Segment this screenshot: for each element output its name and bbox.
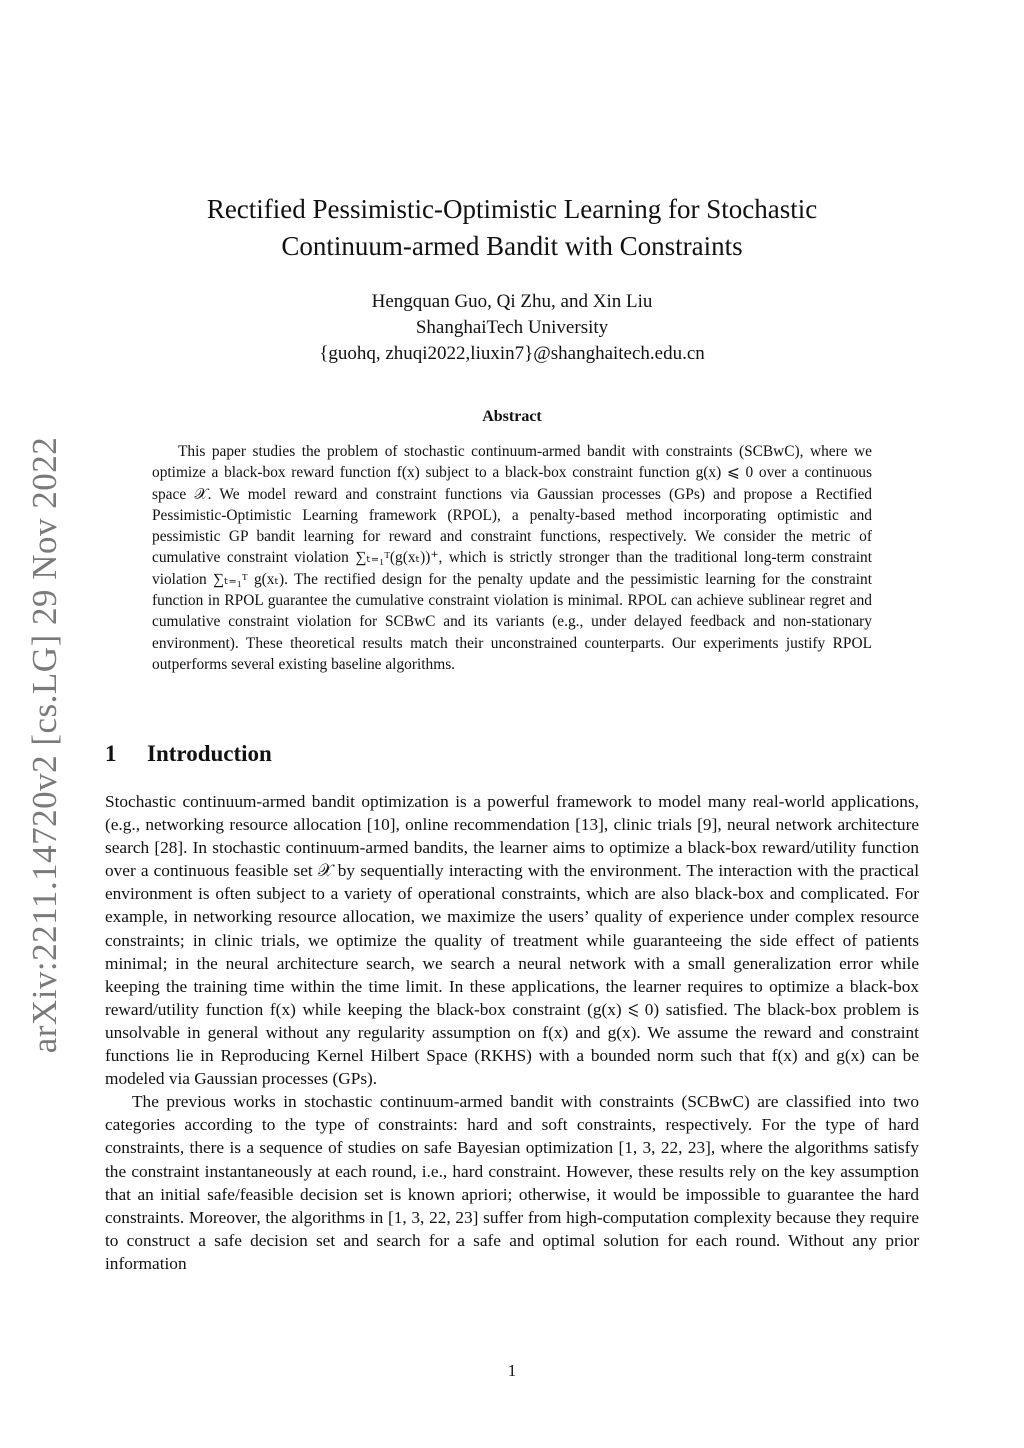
page-number: 1 xyxy=(507,1361,517,1380)
abstract-heading: Abstract xyxy=(482,408,542,425)
section-heading-introduction xyxy=(105,741,272,767)
arxiv-identifier: arXiv:2211.14720v2 [cs.LG] 29 Nov 2022 xyxy=(25,436,64,1054)
abstract-text: This paper studies the problem of stochastic continuum-armed bandit with constraints (SCBwC), where we optimize a black-box reward function f(x) subject to a black-box constraint function g(x) ⩽ 0 over a continuous space 𝒳. We model reward and constraint functions via Gaussian processes (GPs) and propose a Rectified Pessimistic-Optimistic Learning framework (RPOL), a penalty-based method incorporating optimistic and pessimistic GP bandit learning for reward and constraint functions, respectively. We consider the metric of cumulative constraint violation ∑ₜ₌₁ᵀ(g(xₜ))⁺, which is strictly stronger than the traditional long-term constraint violation ∑ₜ₌₁ᵀ g(xₜ). The rectified design for the penalty update and the pessimistic learning for the constraint function in RPOL guarantee the cumulative constraint violation is minimal. RPOL can achieve sublinear regret and cumulative constraint violation for SCBwC and its variants (e.g., under delayed feedback and non-stationary environment). These theoretical results match their unconstrained counterparts. Our experiments justify RPOL outperforms several existing baseline algorithms. xyxy=(152,443,872,673)
author-names: Hengquan Guo, Qi Zhu, and Xin Liu xyxy=(371,291,653,312)
title-line-1: Rectified Pessimistic-Optimistic Learning for Stochastic xyxy=(206,194,818,224)
section-title: Introduction xyxy=(147,741,272,766)
section-number: 1 xyxy=(105,741,117,766)
author-affiliation: ShanghaiTech University xyxy=(415,317,609,338)
intro-paragraph-2: The previous works in stochastic continuum-armed bandit with constraints (SCBwC) are classified into two categories according to the type of constraints: hard and soft constraints, respectively. For the type of hard constraints, there is a sequence of studies on safe Bayesian optimization [1, 3, 22, 23], where the algorithms satisfy the constraint instantaneously at each round, i.e., hard constraint. However, these results rely on the key assumption that an initial safe/feasible decision set is known apriori; otherwise, it would be impossible to guarantee the hard constraints. Moreover, the algorithms in [1, 3, 22, 23] suffer from high-computation complexity because they require to construct a safe decision set and search for a safe and optimal solution for each round. Without any prior information xyxy=(105,1092,919,1273)
author-block xyxy=(0,289,1024,367)
title-line-2: Continuum-armed Bandit with Constraints xyxy=(281,231,743,261)
paper-title xyxy=(0,191,1024,265)
introduction-body xyxy=(105,790,919,1275)
intro-paragraph-1: Stochastic continuum-armed bandit optimization is a powerful framework to model many real-world applications, (e.g., networking resource allocation [10], online recommendation [13], clinic trials [9], neural network architecture search [28]. In stochastic continuum-armed bandits, the learner aims to optimize a black-box reward/utility function over a continuous feasible set 𝒳 by sequentially interacting with the environment. The interaction with the practical environment is often subject to a variety of operational constraints, which are also black-box and complicated. For example, in networking resource allocation, we maximize the users’ quality of experience under complex resource constraints; in clinic trials, we optimize the quality of treatment while guaranteeing the side effect of patients minimal; in the neural architecture search, we search a neural network with a small generalization error while keeping the training time within the time limit. In these applications, the learner requires to optimize a black-box reward/utility function f(x) while keeping the black-box constraint (g(x) ⩽ 0) satisfied. The black-box problem is unsolvable in general without any regularity assumption on f(x) and g(x). We assume the reward and constraint functions lie in Reproducing Kernel Hilbert Space (RKHS) with a bounded norm such that f(x) and g(x) can be modeled via Gaussian processes (GPs). xyxy=(105,792,919,1089)
author-emails: {guohq, zhuqi2022,liuxin7}@shanghaitech.edu.cn xyxy=(319,343,705,364)
